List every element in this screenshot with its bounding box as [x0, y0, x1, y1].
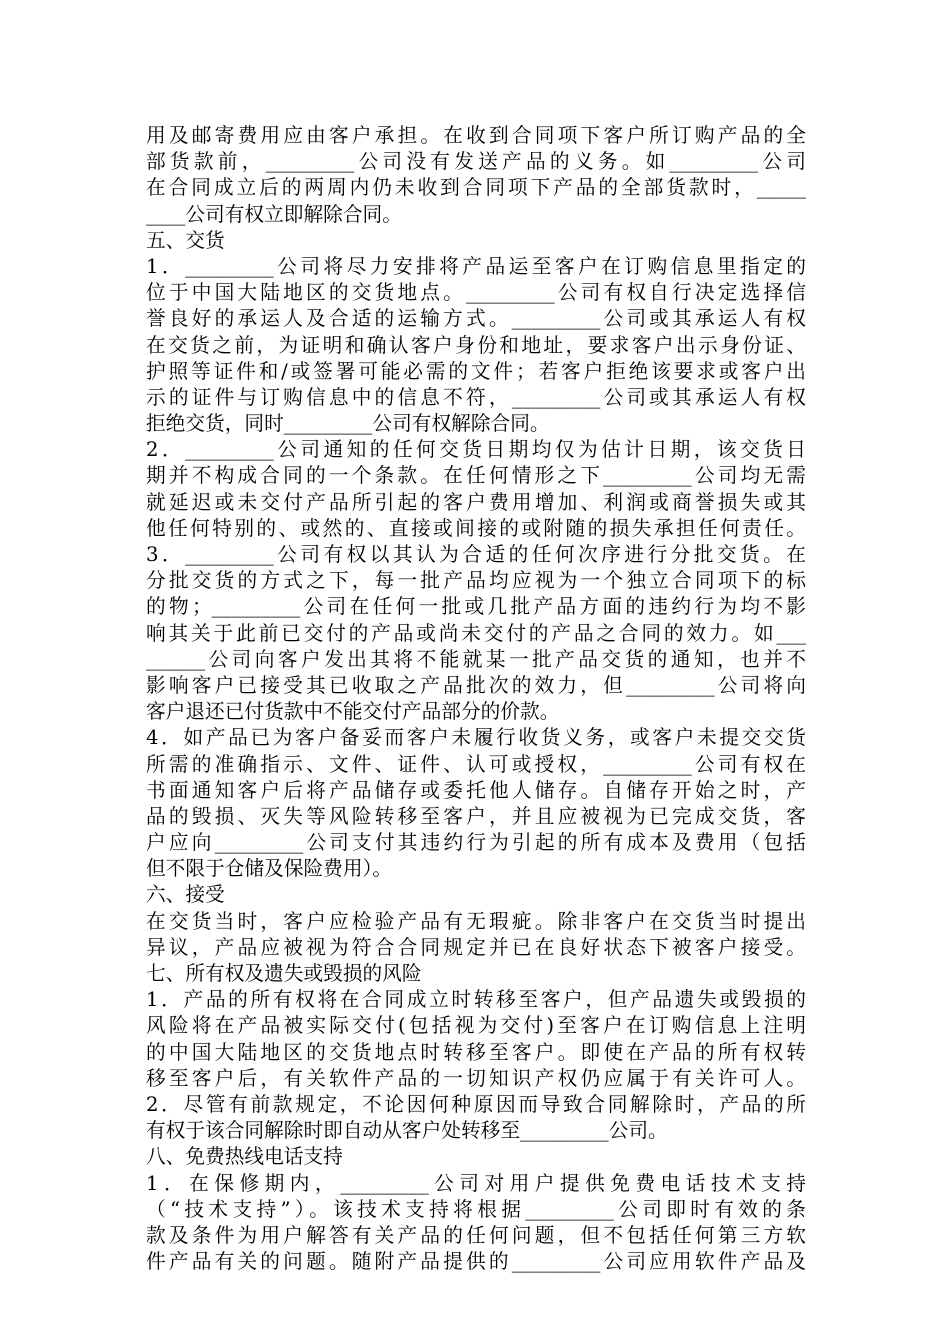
text-line: 誉良好的承运人及合适的运输方式。_________公司或其承运人有权: [146, 307, 806, 331]
text-line: 七、所有权及遗失或毁损的风险: [146, 962, 422, 985]
text-line: 八、免费热线电话支持: [146, 1145, 343, 1169]
text-line: （“技术支持”）。该技术支持将根据_________公司即时有效的条: [146, 1197, 806, 1221]
text-line: 的物；_________公司在任何一批或几批产品方面的违约行为均不影: [146, 595, 806, 619]
text-line: 客户退还已付货款中不能交付产品部分的价款。: [146, 700, 560, 724]
text-line: 4．如产品已为客户备妥而客户未履行收货义务，或客户未提交交货: [146, 726, 806, 750]
text-line: 品的毁损、灭失等风险转移至客户，并且应被视为已完成交货，客: [146, 804, 806, 828]
text-line: 1．产品的所有权将在合同成立时转移至客户，但产品遗失或毁损的: [146, 988, 806, 1012]
text-line: ____公司有权立即解除合同。: [146, 202, 402, 226]
text-line: 书面通知客户后将产品储存或委托他人储存。自储存开始之时，产: [146, 778, 806, 802]
text-line: 款及条件为用户解答有关产品的任何问题，但不包括任何第三方软: [146, 1223, 806, 1247]
text-line: 移至客户后，有关软件产品的一切知识产权仍应属于有关许可人。: [146, 1066, 806, 1090]
text-line: 响其关于此前已交付的产品或尚未交付的产品之合同的效力。如___: [146, 621, 806, 645]
text-line: 户应向_________公司支付其违约行为引起的所有成本及费用（包括: [146, 831, 806, 855]
text-line: 部货款前，_________公司没有发送产品的义务。如_________公司: [146, 150, 806, 174]
text-line: 拒绝交货，同时_________公司有权解除合同。: [146, 412, 550, 436]
text-line: 期并不构成合同的一个条款。在任何情形之下_________公司均无需: [146, 464, 806, 488]
text-line: ______公司向客户发出其将不能就某一批产品交货的通知，也并不: [146, 647, 806, 671]
text-line: 3．_________公司有权以其认为合适的任何次序进行分批交货。在: [146, 543, 806, 566]
text-line: 但不限于仓储及保险费用）。: [146, 857, 393, 881]
text-line: 六、接受: [146, 883, 225, 907]
text-line: 有权于该合同解除时即自动从客户处转移至_________公司。: [146, 1119, 668, 1143]
text-line: 五、交货: [146, 228, 225, 252]
text-line: 1．_________公司将尽力安排将产品运至客户在订购信息里指定的: [146, 254, 806, 278]
text-line: 影响客户已接受其已收取之产品批次的效力，但_________公司将向: [146, 673, 806, 697]
text-line: 示的证件与订购信息中的信息不符，_________公司或其承运人有权: [146, 385, 806, 409]
text-line: 在交货当时，客户应检验产品有无瑕疵。除非客户在交货当时提出: [146, 909, 806, 933]
text-line: 2．尽管有前款规定，不论因何种原因而导致合同解除时，产品的所: [146, 1092, 806, 1116]
text-line: 风险将在产品被实际交付(包括视为交付)至客户在订购信息上注明: [146, 1014, 806, 1038]
text-line: 1．在保修期内，_________公司对用户提供免费电话技术支持: [146, 1171, 806, 1195]
text-line: 所需的准确指示、文件、证件、认可或授权，_________公司有权在: [146, 752, 806, 776]
text-line: 护照等证件和/或签署可能必需的文件；若客户拒绝该要求或客户出: [146, 359, 806, 383]
text-line: 件产品有关的问题。随附产品提供的_________公司应用软件产品及: [146, 1250, 806, 1274]
text-line: 他任何特别的、或然的、直接或间接的或附随的损失承担任何责任。: [146, 516, 806, 540]
text-line: 就延迟或未交付产品所引起的客户费用增加、利润或商誉损失或其: [146, 490, 806, 514]
document-page: [146, 123, 806, 1275]
text-line: 在合同成立后的两周内仍未收到合同项下产品的全部货款时，_____: [146, 176, 806, 200]
text-line: 在交货之前，为证明和确认客户身份和地址，要求客户出示身份证、: [146, 333, 806, 357]
text-line: 的中国大陆地区的交货地点时转移至客户。即使在产品的所有权转: [146, 1040, 806, 1064]
text-line: 用及邮寄费用应由客户承担。在收到合同项下客户所订购产品的全: [146, 124, 806, 147]
text-line: 2．_________公司通知的任何交货日期均仅为估计日期，该交货日: [146, 438, 806, 462]
text-line: 异议，产品应被视为符合合同规定并已在良好状态下被客户接受。: [146, 935, 806, 959]
text-line: 分批交货的方式之下，每一批产品均应视为一个独立合同项下的标: [146, 569, 806, 593]
text-line: 位于中国大陆地区的交货地点。_________公司有权自行决定选择信: [146, 281, 806, 305]
